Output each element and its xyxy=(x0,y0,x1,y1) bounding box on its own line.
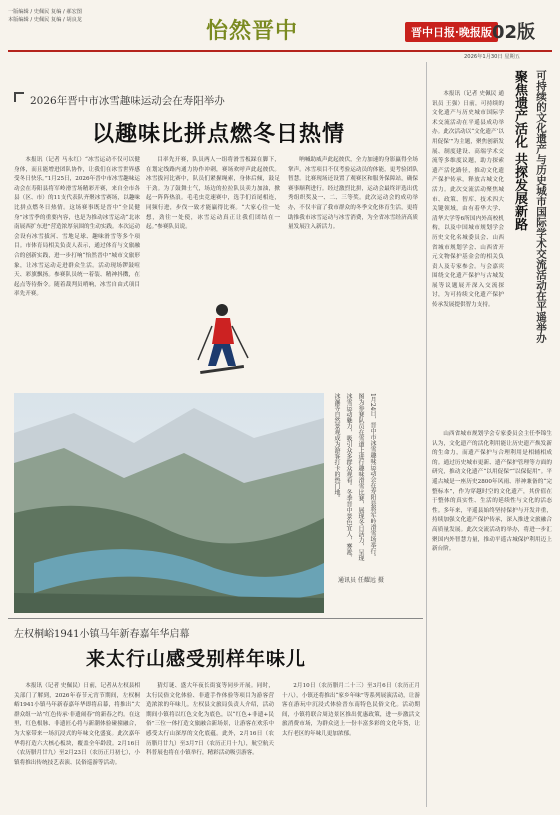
sidebar-title: 聚焦遗产活化 共探发展新路 xyxy=(512,70,527,231)
editor-line-1: 一版编辑 / 史佩民 复编 / 郝宏图 xyxy=(8,9,82,15)
article1-column-3 xyxy=(288,156,418,316)
header-rule xyxy=(8,50,552,52)
brand-logo: 晋中日报·晚报版 xyxy=(405,22,498,42)
article1-col3-text: 呐喊助威声此起彼伏，全力加速的身影赢得全场掌声。冰雪项目不仅考验运动员的体能，更考验团队智慧。比赛现场还设置了观赛区和服务保障站，确保赛事顺利进行。经过激烈比拼，运动会最终评选出优秀组织奖及一、二、三等奖。此次运动会的成功举办，不仅丰富了我市群众的冬季文化体育生活，更将助推我市冰雪运动与冰雪消费，为全省冰雪经济高质量发展注入新活力。 xyxy=(288,157,418,231)
kicker-bracket-icon xyxy=(14,92,24,102)
article2-col3-text: 2月10日（农历腊月二十三）至3月6日（农历正月十八），小镇还将推出“家乡年味”等系列展演活动，让游客在游玩中沉浸式体验晋东南特色民俗文化。活动期间，小镇将联合周边景区推出优惠政策，进一步激活文旅消费市场，为群众送上一份丰富多彩的文化年货，让太行老区的年味儿更加浓郁。 xyxy=(282,683,420,737)
article1-column-2 xyxy=(146,156,280,316)
article1-kicker: 2026年晋中市冰雪趣味运动会在寿阳举办 xyxy=(30,95,225,107)
skier-illustration xyxy=(188,300,258,380)
article2-column-2 xyxy=(146,682,274,807)
date-line: 2026年1月30日 星期五 xyxy=(464,54,520,60)
sidebar-column-2 xyxy=(432,430,552,807)
article1-col1-text: 本报讯（记者 马永红）“冰雪运动不仅可以健身体，而且能增进团队协作，让我们在冰雪世界感受冬日快乐。”1月25日，2026年晋中市冰雪趣味运动会在寿阳县将军岭滑雪场精彩开赛，来自全市各县（区、市）的11支代表队齐聚冰雪赛场，以趣味比拼点燃冬日热情。这场赛事既是晋中“全民健身”冰雪季的重要内容，也是为推动冰雪运动“北冰南展西扩东进”营造浓厚氛围的生动实践。本次运动会设有冰雪拔河、雪地足球、趣味滑雪等多个项目。市体育局相关负责人表示，通过体育与文旅融合的创新实践，进一步打响“怡然晋中”城市文旅形象，让冰雪运动走进群众生活。活动现场锣鼓喧天、彩旗飘扬。参赛队员统一着装、精神抖擞，在起点等待指令。随着裁判员哨响，冰雪自由式项目率先开赛。 xyxy=(14,157,140,298)
editor-line-2: 本版编辑 / 史佩民 复编 / 胡良龙 xyxy=(8,17,82,23)
article2-column-1 xyxy=(14,682,140,807)
landscape-photo xyxy=(14,393,324,613)
editor-credits xyxy=(8,8,82,24)
article2-kicker: 左权桐峪1941小镇马年新春嘉年华启幕 xyxy=(14,629,190,640)
article2-headline: 来太行山感受别样年味儿 xyxy=(86,648,307,670)
page-number: 02版 xyxy=(492,22,536,43)
photo-caption: 1月24日，晋中市冰雪趣味运动会在寿阳县将军岭滑雪场举行。图为参赛队员在雪道上进行趣味滑雪比赛，展现冬日活力，呈现冰雪运动魅力，吸引众多群众观看。冬季晋中景色宜人，雾凇、冰瀑等自然景观成为游客打卡的热门地。 xyxy=(333,393,376,561)
section-divider xyxy=(8,618,423,619)
article1-headline: 以趣味比拼点燃冬日热情 xyxy=(92,121,346,147)
sidebar-column-1 xyxy=(432,90,504,425)
sidebar-divider xyxy=(426,62,427,807)
article1-col2-text: 目率先开赛，队员两人一组将滑雪板踩在脚下，在划定线路内通力协作冲刺，赛场欢呼声此起彼伏。冰雪拔河比赛中，队员们紧握绳索，身体后倾，鼓足干劲。为了鼓舞士气，场边的拉拉队员卖力加油，掀起一阵阵热浪。毛毛虫竞速赛中，选手们首尾相连，同频行进，步伐一致才能赢得比赛。“大家心往一处想，劲往一处使，冰雪运动真正让我们团结在一起。”参赛队员说。 xyxy=(146,157,280,231)
article2-col1-text: 本报讯（记者 史佩民）日前，记者从左权县相关部门了解到，2026年春节元宵节期间，左权桐峪1941小镇马年新春嘉年华即将启幕，将推出“大群众组一站”红色传承·非遗闹春”的新春之约。在这里，红色根脉、非遗匠心将与新潮体验碰撞融合，为大家带来一场沉浸式的年味文化盛宴。此次嘉年华将打造六大核心板块，覆盖全年龄段。2月16日（农历腊月廿九）至2月23日（农历正月初七），小镇将推出传统技艺表演、民俗巡游等活动。 xyxy=(14,683,140,766)
article2-column-3 xyxy=(282,682,420,807)
sidebar-subtitle: 可持续的文化遗产与历史城市国际学术交流活动在平遥举办 xyxy=(535,70,547,343)
article2-col2-text: 猜灯谜、盛大年夜长街宴等同步开展。同时，太行民俗文化体验、非遗手作体验等项目为游客营造浓浓的年味儿。左权县文旅局负责人介绍，活动期间小镇将以红色文化为底色，以“红色+非遗+民俗”三位一体打造文旅融合新场景，让游客在欢乐中感受太行山深厚的文化底蕴。此外，2月16日（农历腊月廿九）至3月7日（农历正月十九），航空航天科普展也将在小镇举行，精彩活动吸引游客。 xyxy=(146,683,274,757)
sidebar-col2-text: 山西省城市规划学会专家委员会主任李锦生认为，文化遗产的活化利用能让历史遗产焕发新的生命力，而遗产保护与合理利用是相辅相成的。通过历史城市更新、遗产保护管理等方面的研究，推动文化遗产“以用促保”“以保促用”。平遥古城是一座历史2800年风雨、形神兼备的“完整标本”，作为穿越时空的文化遗产，其价值在于整体的真实性、生活的延续性与文化的活态性。多年来，平遥县始终坚持保护与开发并重，持续加强文化遗产保护传承，深入推进文旅融合高质量发展。此次交流活动的举办，将进一步汇聚国内外智慧力量，推动平遥古城保护利用迈上新台阶。 xyxy=(432,431,552,553)
masthead-title: 怡然晋中 xyxy=(206,19,299,44)
photo-credit: 通讯员 任耀远 摄 xyxy=(338,577,384,584)
photo-caption-box xyxy=(330,393,422,563)
sidebar-col1-text: 本报讯（记者 史佩民 通讯员 王强）日前，可持续的文化遗产与历史城市国际学术交流活动在平遥县成功举办。此次活动以“文化遗产‘以用促保’”为主题，聚焦创新发展、制度建设、高端学术交流等多维度议题，助力探索遗产活化路径，推动文化遗产保护传承，释放古城文化活力。此次交流活动聚焦城市、政策、智库、技术四大关键领域，由有着华大学、清华大学等6所国内外高校机构，以及中国城市规划学会历史文化名城委员会、山西省城市规划学会、山西省开元文物保护基金会的相关负责人及专家参会。与会嘉宾围绕文化遗产保护与古城发展等议题展开深入交流探讨，为可持续文化遗产保护传承发展提供智力支持。 xyxy=(432,91,504,309)
